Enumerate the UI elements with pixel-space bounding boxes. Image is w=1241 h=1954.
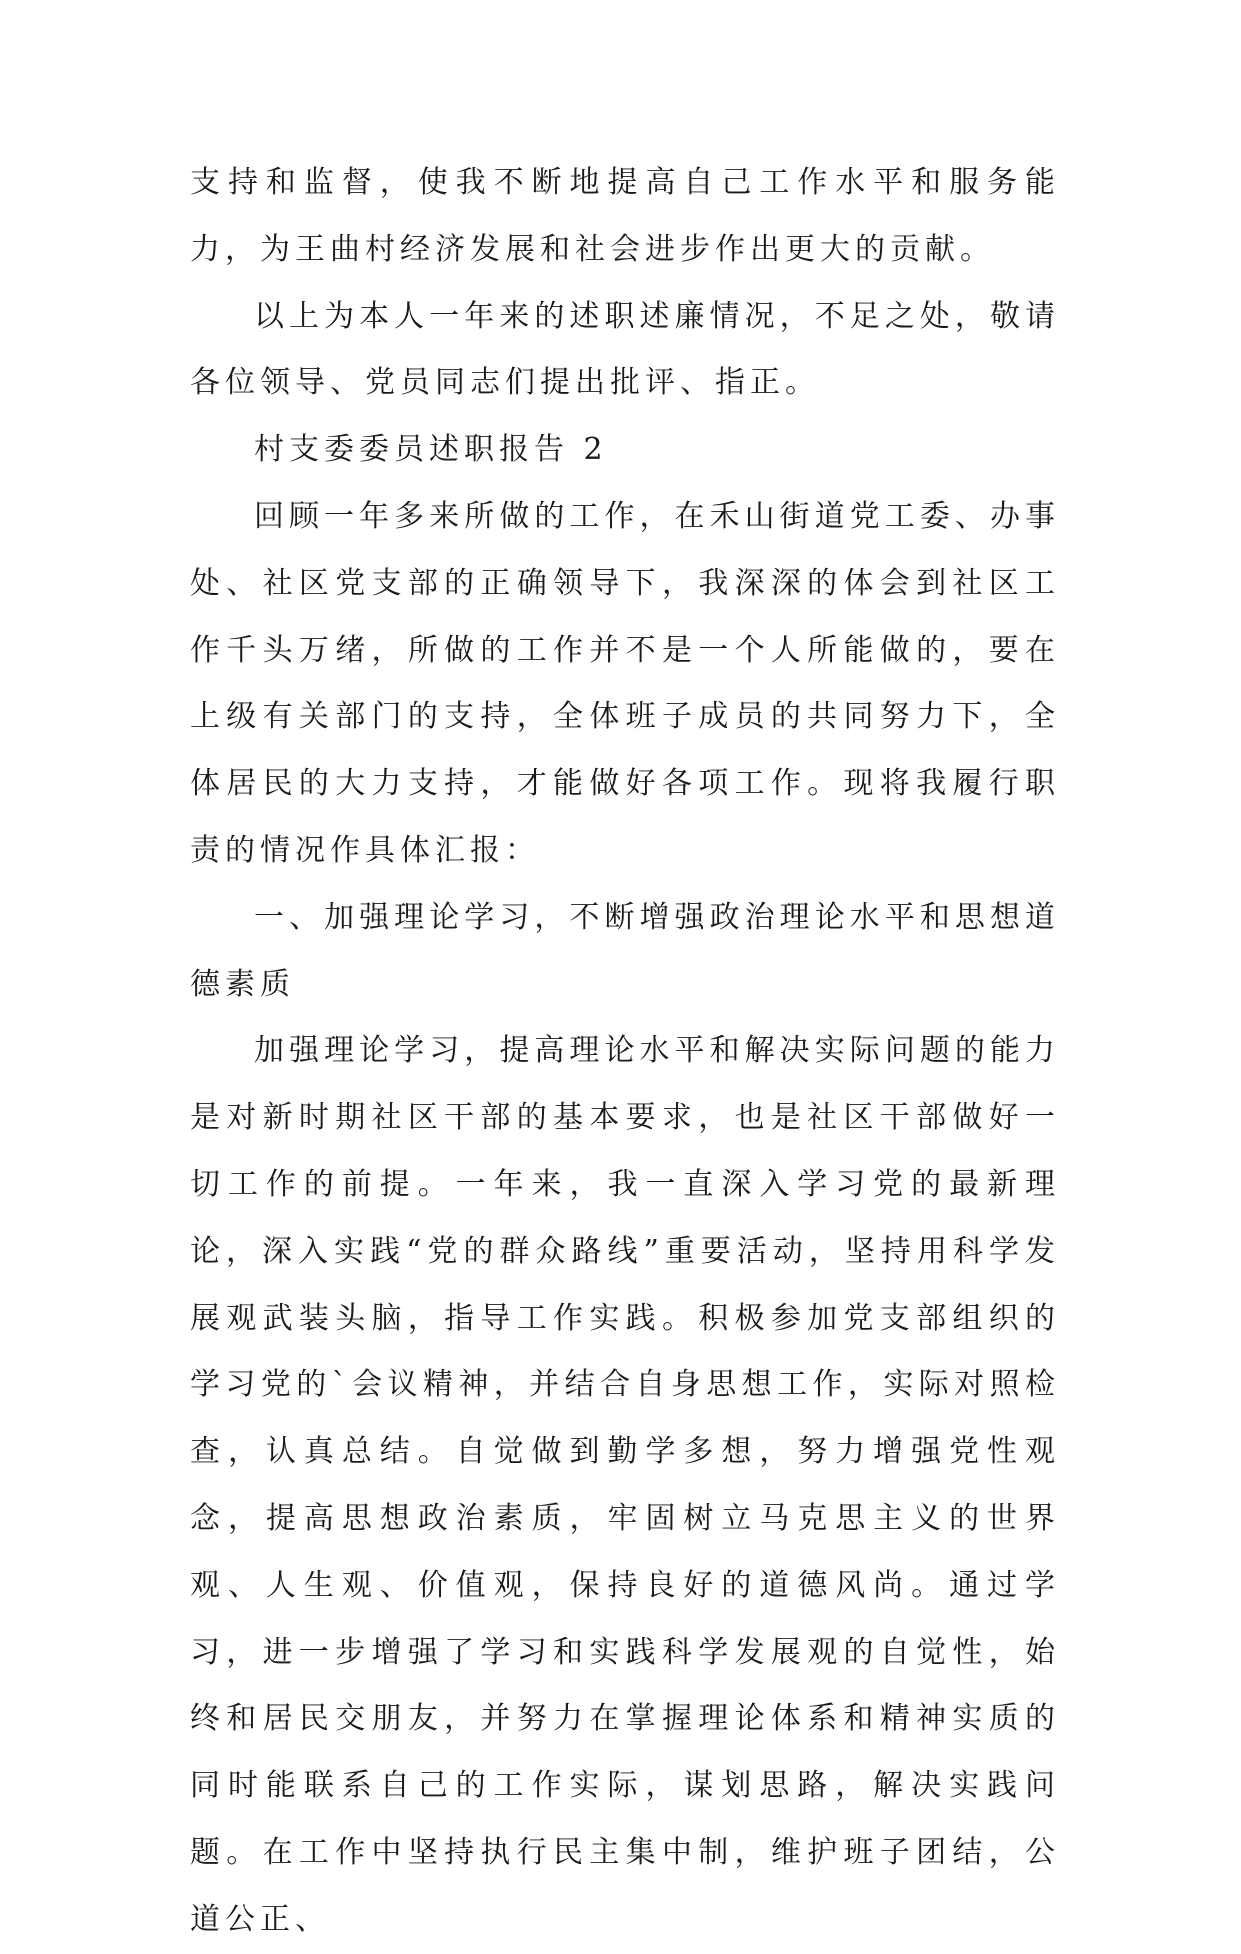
paragraph-closing-remark: 以上为本人一年来的述职述廉情况，不足之处，敬请各位领导、党员同志们提出批评、指正。 [190,298,1060,401]
report-2-title: 村支委委员述职报告 2 [254,432,608,468]
paragraph-review: 回顾一年多来所做的工作，在禾山街道党工委、办事处、社区党支部的正确领导下，我深深的体会到社区工作千头万绪，所做的工作并不是一个人所能做的，要在上级有关部门的支持，全体班子成员的共同努力下，全体居民的大力支持，才能做好各项工作。现将我履行职责的情况作具体汇报： [190,498,1060,868]
document-body [190,150,1060,1954]
paragraph-theory-study: 加强理论学习，提高理论水平和解决实际问题的能力是对新时期社区干部的基本要求，也是社区干部做好一切工作的前提。一年来，我一直深入学习党的最新理论，深入实践“党的群众路线”重要活动，坚持用科学发展观武装头脑，指导工作实践。积极参加党支部组织的学习党的`会议精神，并结合自身思想工作，实际对照检查，认真总结。自觉做到勤学多想，努力增强党性观念，提高思想政治素质，牢固树立马克思主义的世界观、人生观、价值观，保持良好的道德风尚。通过学习，进一步增强了学习和实践科学发展观的自觉性，始终和居民交朋友，并努力在掌握理论体系和精神实质的同时能联系自己的工作实际，谋划思路，解决实践问题。在工作中坚持执行民主集中制，维护班子团结，公道公正、 [190,1033,1060,1937]
section-heading-1: 一、加强理论学习，不断增强政治理论水平和思想道德素质 [190,899,1060,1002]
paragraph-closing-support: 支持和监督，使我不断地提高自己工作水平和服务能力，为王曲村经济发展和社会进步作出更大的贡献。 [190,165,1060,267]
